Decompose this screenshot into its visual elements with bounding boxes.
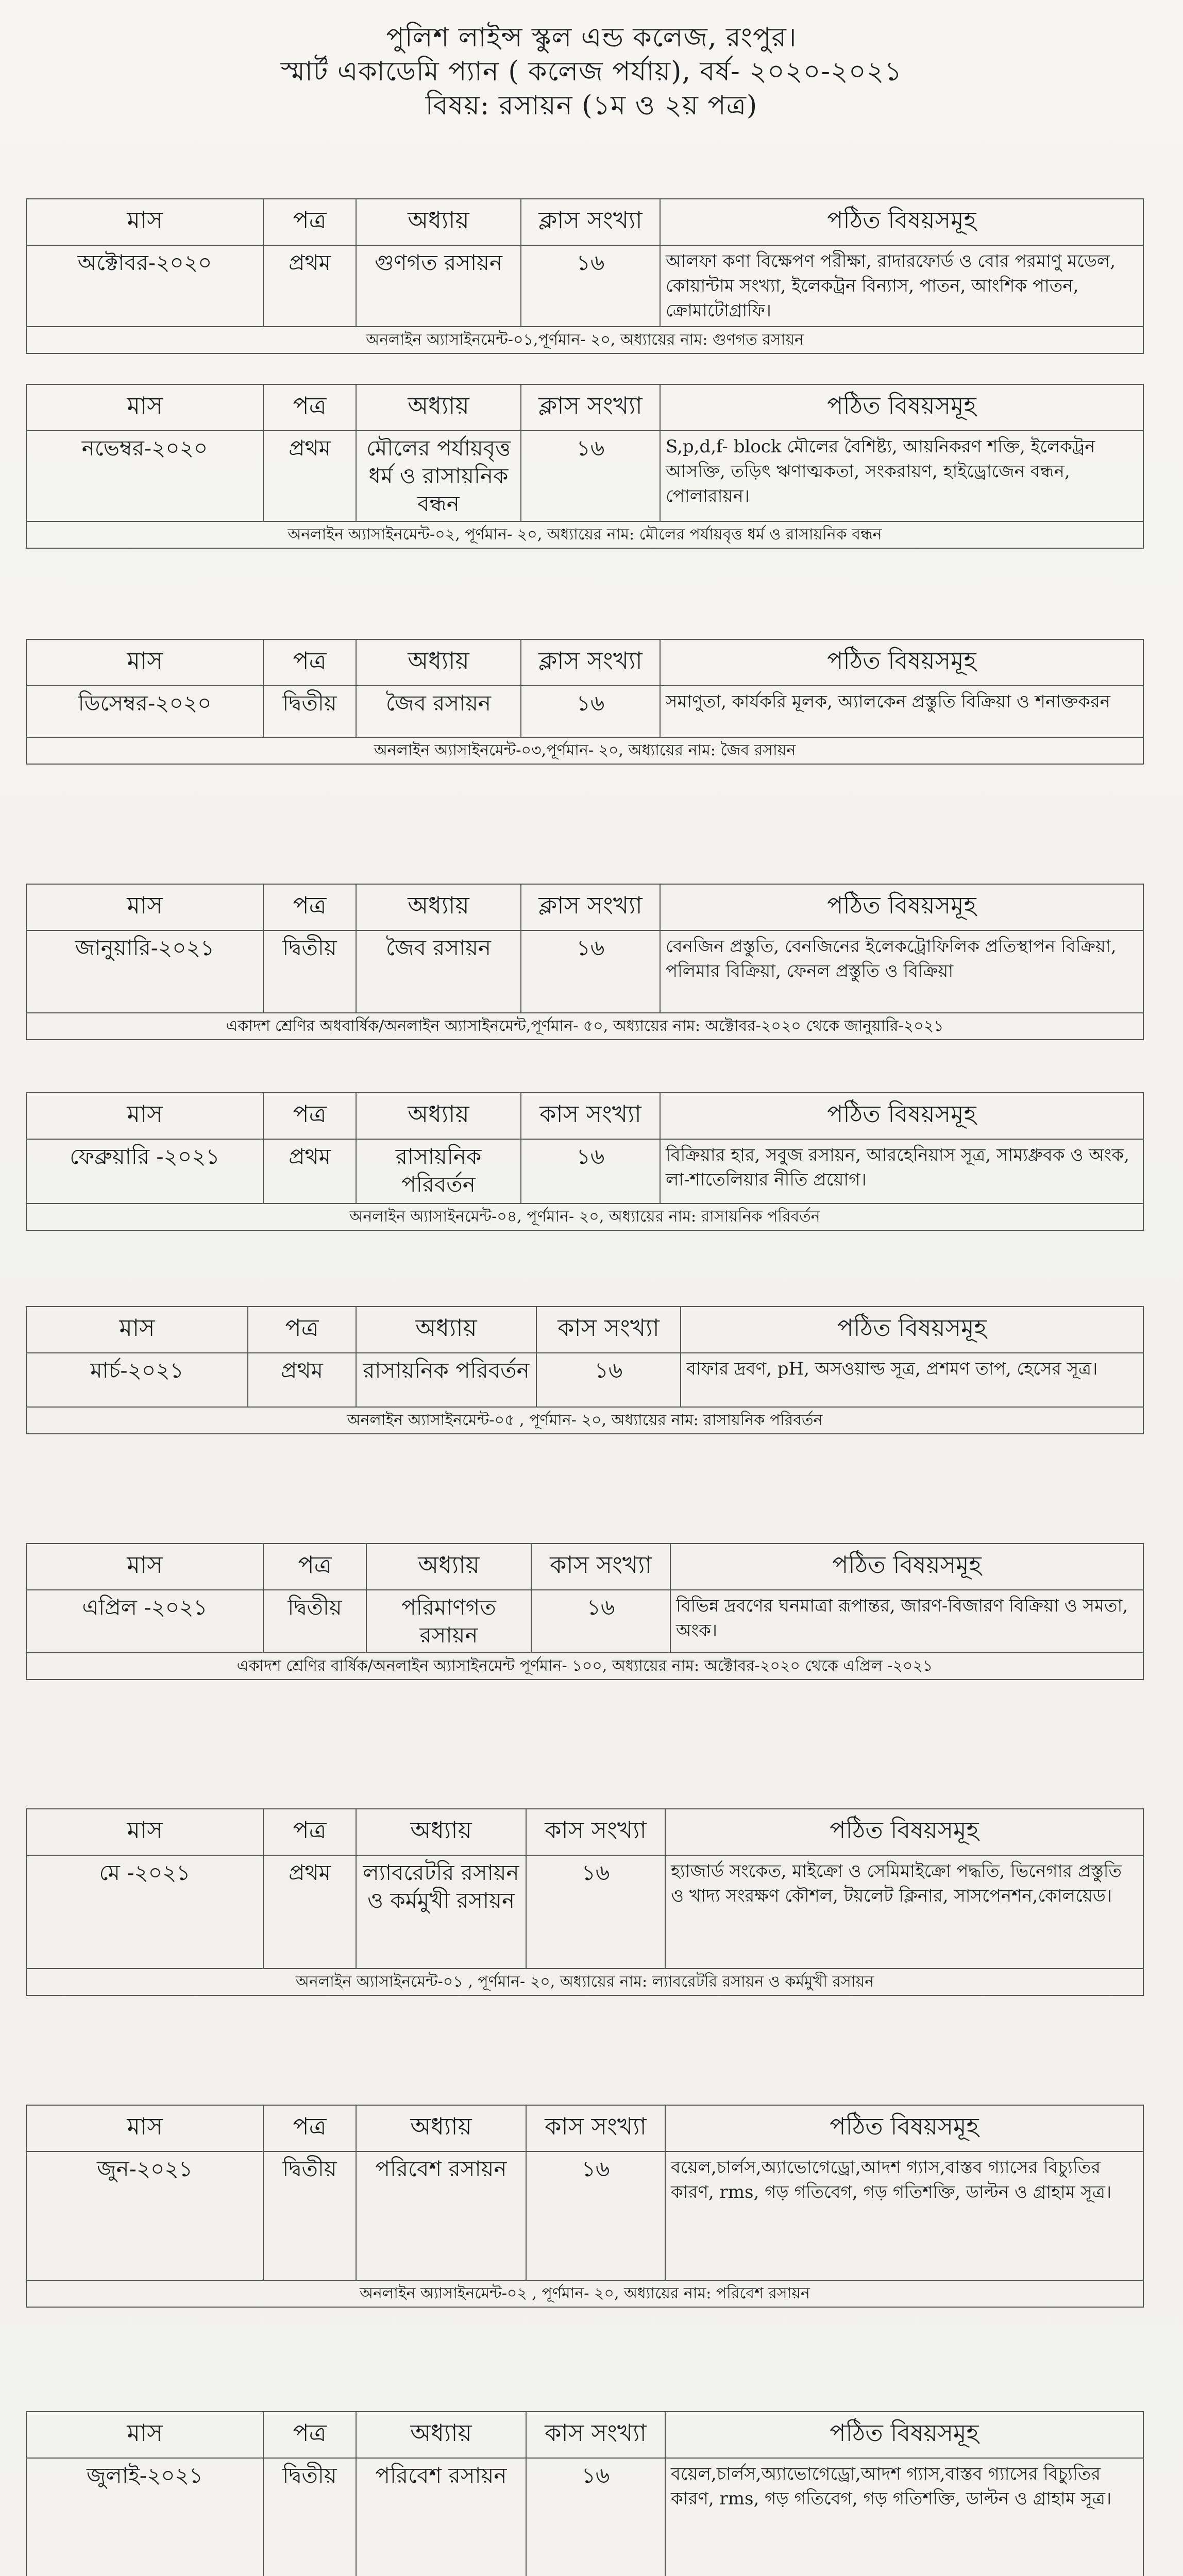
col-paper-header: পত্র	[263, 384, 356, 431]
cell-classes: ১৬	[526, 1855, 665, 1969]
col-chapter-header: অধ্যায়	[356, 384, 521, 431]
cell-classes: ১৬	[536, 1353, 681, 1407]
col-chapter-header: অধ্যায়	[356, 199, 521, 245]
col-month-header: মাস	[26, 639, 263, 686]
col-month-header: মাস	[26, 1809, 263, 1855]
month-block	[26, 639, 1144, 765]
document-header	[0, 21, 1183, 123]
col-paper-header: পত্র	[263, 1544, 366, 1590]
month-block	[26, 1543, 1144, 1680]
col-topics-header: পঠিত বিষয়সমূহ	[665, 2412, 1143, 2458]
cell-paper: দ্বিতীয়	[263, 2151, 356, 2280]
cell-chapter: জৈব রসায়ন	[356, 930, 521, 1013]
col-classes-header: কাস সংখ্যা	[521, 1093, 660, 1139]
plan-table	[26, 2105, 1144, 2281]
plan-table	[26, 1306, 1144, 1408]
col-chapter-header: অধ্যায়	[356, 2105, 526, 2151]
col-topics-header: পঠিত বিষয়সমূহ	[660, 884, 1143, 930]
cell-topics: আলফা কণা বিক্ষেপণ পরীক্ষা, রাদারফোর্ড ও বোর পরমাণু মডেল, কোয়ান্টাম সংখ্যা, ইলেকট্রন বিন্যাস, পাতন, আংশিক পাতন, ক্রোমাটোগ্রাফি।	[660, 245, 1143, 327]
cell-chapter: ল্যাবরেটরি রসায়ন ও কর্মমুখী রসায়ন	[356, 1855, 526, 1969]
assignment-footer: অনলাইন অ্যাসাইনমেন্ট-০২ , পূর্ণমান- ২০, অধ্যায়ের নাম: পরিবেশ রসায়ন	[26, 2281, 1144, 2308]
cell-paper: দ্বিতীয়	[263, 2458, 356, 2576]
col-paper-header: পত্র	[263, 2412, 356, 2458]
plan-table	[26, 1543, 1144, 1653]
assignment-footer: অনলাইন অ্যাসাইনমেন্ট-০২, পূর্ণমান- ২০, অধ্যায়ের নাম: মৌলের পর্যায়বৃত্ত ধর্ম ও রাসায়নিক বন্ধন	[26, 522, 1144, 549]
cell-paper: প্রথম	[263, 1139, 356, 1204]
col-classes-header: কাস সংখ্যা	[526, 2105, 665, 2151]
col-chapter-header: অধ্যায়	[356, 1307, 536, 1353]
cell-chapter: গুণগত রসায়ন	[356, 245, 521, 327]
col-chapter-header: অধ্যায়	[366, 1544, 531, 1590]
cell-month: জুলাই-২০২১	[26, 2458, 263, 2576]
cell-classes: ১৬	[531, 1590, 670, 1653]
cell-paper: দ্বিতীয়	[263, 1590, 366, 1653]
col-month-header: মাস	[26, 199, 263, 245]
month-block	[26, 1306, 1144, 1434]
subject-title: বিষয়: রসায়ন (১ম ও ২য় পত্র)	[425, 90, 758, 121]
cell-topics: সমাণুতা, কার্যকরি মূলক, অ্যালকেন প্রস্তুতি বিক্রিয়া ও শনাক্তকরন	[660, 686, 1143, 737]
cell-classes: ১৬	[521, 686, 660, 737]
cell-month: মে -২০২১	[26, 1855, 263, 1969]
plan-title: স্মার্ট একাডেমি প্যান ( কলেজ পর্যায়), বর্ষ- ২০২০-২০২১	[280, 56, 903, 87]
cell-topics: বিভিন্ন দ্রবণের ঘনমাত্রা রূপান্তর, জারণ-বিজারণ বিক্রিয়া ও সমতা, অংক।	[670, 1590, 1143, 1653]
assignment-footer: অনলাইন অ্যাসাইনমেন্ট-০৫ , পূর্ণমান- ২০, অধ্যায়ের নাম: রাসায়নিক পরিবর্তন	[26, 1408, 1144, 1434]
col-chapter-header: অধ্যায়	[356, 1093, 521, 1139]
col-paper-header: পত্র	[263, 199, 356, 245]
cell-month: ডিসেম্বর-২০২০	[26, 686, 263, 737]
cell-paper: প্রথম	[263, 1855, 356, 1969]
cell-paper: দ্বিতীয়	[263, 686, 356, 737]
col-classes-header: ক্লাস সংখ্যা	[521, 884, 660, 930]
col-topics-header: পঠিত বিষয়সমূহ	[665, 1809, 1143, 1855]
col-topics-header: পঠিত বিষয়সমূহ	[681, 1307, 1143, 1353]
col-classes-header: কাস সংখ্যা	[526, 2412, 665, 2458]
cell-chapter: রাসায়নিক পরিবর্তন	[356, 1139, 521, 1204]
assignment-footer: অনলাইন অ্যাসাইনমেন্ট-০৪, পূর্ণমান- ২০, অধ্যায়ের নাম: রাসায়নিক পরিবর্তন	[26, 1204, 1144, 1231]
month-block	[26, 198, 1144, 354]
cell-topics: S,p,d,f- block মৌলের বৈশিষ্ট্য, আয়নিকরণ শক্তি, ইলেকট্রন আসক্তি, তড়িৎ ঋণাত্মকতা, সংকরায়ণ, হাইড্রোজেন বন্ধন, পোলারায়ন।	[660, 431, 1143, 521]
cell-classes: ১৬	[521, 431, 660, 521]
month-block	[26, 1808, 1144, 1996]
cell-month: অক্টোবর-২০২০	[26, 245, 263, 327]
month-block	[26, 384, 1144, 549]
col-classes-header: কাস সংখ্যা	[531, 1544, 670, 1590]
cell-topics: বয়েল,চার্লস,অ্যাভোগেড্রো,আদশ গ্যাস,বাস্তব গ্যাসের বিচ্যুতির কারণ, rms, গড় গতিবেগ, গড় গতিশক্তি, ডাল্টন ও গ্রাহাম সূত্র।	[665, 2151, 1143, 2280]
col-topics-header: পঠিত বিষয়সমূহ	[660, 639, 1143, 686]
cell-classes: ১৬	[521, 1139, 660, 1204]
plan-table	[26, 884, 1144, 1013]
cell-month: জানুয়ারি-২০২১	[26, 930, 263, 1013]
cell-month: নভেম্বর-২০২০	[26, 431, 263, 521]
col-month-header: মাস	[26, 884, 263, 930]
cell-chapter: মৌলের পর্যায়বৃত্ত ধর্ম ও রাসায়নিক বন্ধন	[356, 431, 521, 521]
col-month-header: মাস	[26, 1307, 248, 1353]
cell-topics: হ্যাজার্ড সংকেত, মাইক্রো ও সেমিমাইক্রো পদ্ধতি, ভিনেগার প্রস্তুতি ও খাদ্য সংরক্ষণ কৌশল, টয়লেট ক্লিনার, সাসপেনশন,কোলয়েড।	[665, 1855, 1143, 1969]
assignment-footer: অনলাইন অ্যাসাইনমেন্ট-০১ , পূর্ণমান- ২০, অধ্যায়ের নাম: ল্যাবরেটরি রসায়ন ও কর্মমুখী রসায়ন	[26, 1969, 1144, 1996]
cell-month: জুন-২০২১	[26, 2151, 263, 2280]
col-topics-header: পঠিত বিষয়সমূহ	[660, 384, 1143, 431]
col-chapter-header: অধ্যায়	[356, 1809, 526, 1855]
plan-table	[26, 384, 1144, 522]
assignment-footer: অনলাইন অ্যাসাইনমেন্ট-০১,পূর্ণমান- ২০, অধ্যায়ের নাম: গুণগত রসায়ন	[26, 327, 1144, 354]
cell-month: এপ্রিল -২০২১	[26, 1590, 263, 1653]
col-topics-header: পঠিত বিষয়সমূহ	[665, 2105, 1143, 2151]
cell-month: মার্চ-২০২১	[26, 1353, 248, 1407]
col-paper-header: পত্র	[248, 1307, 356, 1353]
cell-classes: ১৬	[526, 2458, 665, 2576]
assignment-footer: অনলাইন অ্যাসাইনমেন্ট-০৩,পূর্ণমান- ২০, অধ্যায়ের নাম: জৈব রসায়ন	[26, 738, 1144, 765]
cell-paper: দ্বিতীয়	[263, 930, 356, 1013]
col-month-header: মাস	[26, 2412, 263, 2458]
cell-topics: বয়েল,চার্লস,অ্যাভোগেড্রো,আদশ গ্যাস,বাস্তব গ্যাসের বিচ্যুতির কারণ, rms, গড় গতিবেগ, গড় গতিশক্তি, ডাল্টন ও গ্রাহাম সূত্র।	[665, 2458, 1143, 2576]
cell-paper: প্রথম	[248, 1353, 356, 1407]
col-month-header: মাস	[26, 1093, 263, 1139]
col-topics-header: পঠিত বিষয়সমূহ	[660, 1093, 1143, 1139]
col-paper-header: পত্র	[263, 2105, 356, 2151]
assignment-footer: একাদশ শ্রেণির অধবার্ষিক/অনলাইন অ্যাসাইনমেন্ট,পূর্ণমান- ৫০, অধ্যায়ের নাম: অক্টোবর-২০২০ থেকে জানুয়ারি-২০২১	[26, 1013, 1144, 1040]
col-month-header: মাস	[26, 1544, 263, 1590]
cell-chapter: পরিমাণগত রসায়ন	[366, 1590, 531, 1653]
cell-month: ফেব্রুয়ারি -২০২১	[26, 1139, 263, 1204]
col-chapter-header: অধ্যায়	[356, 2412, 526, 2458]
month-block	[26, 2105, 1144, 2308]
plan-table	[26, 1808, 1144, 1969]
plan-table	[26, 198, 1144, 327]
assignment-footer: একাদশ শ্রেণির বার্ষিক/অনলাইন অ্যাসাইনমেন্ট পূর্ণমান- ১০০, অধ্যায়ের নাম: অক্টোবর-২০২০ থেকে এপ্রিল -২০২১	[26, 1653, 1144, 1680]
col-classes-header: কাস সংখ্যা	[536, 1307, 681, 1353]
plan-table	[26, 639, 1144, 738]
cell-topics: বেনজিন প্রস্তুতি, বেনজিনের ইলেকট্রোফিলিক প্রতিস্থাপন বিক্রিয়া, পলিমার বিক্রিয়া, ফেনল প্রস্তুতি ও বিক্রিয়া	[660, 930, 1143, 1013]
cell-chapter: পরিবেশ রসায়ন	[356, 2151, 526, 2280]
col-classes-header: কাস সংখ্যা	[526, 1809, 665, 1855]
month-block	[26, 2411, 1144, 2576]
col-classes-header: ক্লাস সংখ্যা	[521, 384, 660, 431]
cell-classes: ১৬	[521, 930, 660, 1013]
cell-paper: প্রথম	[263, 245, 356, 327]
month-block	[26, 884, 1144, 1040]
cell-paper: প্রথম	[263, 431, 356, 521]
col-month-header: মাস	[26, 384, 263, 431]
col-paper-header: পত্র	[263, 1809, 356, 1855]
col-paper-header: পত্র	[263, 1093, 356, 1139]
plan-table	[26, 1092, 1144, 1204]
cell-chapter: রাসায়নিক পরিবর্তন	[356, 1353, 536, 1407]
col-chapter-header: অধ্যায়	[356, 884, 521, 930]
cell-chapter: পরিবেশ রসায়ন	[356, 2458, 526, 2576]
col-paper-header: পত্র	[263, 884, 356, 930]
col-paper-header: পত্র	[263, 639, 356, 686]
institution-title: পুলিশ লাইন্স স্কুল এন্ড কলেজ, রংপুর।	[386, 22, 797, 53]
col-chapter-header: অধ্যায়	[356, 639, 521, 686]
col-topics-header: পঠিত বিষয়সমূহ	[660, 199, 1143, 245]
col-topics-header: পঠিত বিষয়সমূহ	[670, 1544, 1143, 1590]
cell-topics: বিক্রিয়ার হার, সবুজ রসায়ন, আরহেনিয়াস সূত্র, সাম্যধ্রুবক ও অংক, লা-শাতেলিয়ার নীতি প্রয়োগ।	[660, 1139, 1143, 1204]
cell-topics: বাফার দ্রবণ, pH, অসওয়াল্ড সূত্র, প্রশমণ তাপ, হেসের সূত্র।	[681, 1353, 1143, 1407]
col-month-header: মাস	[26, 2105, 263, 2151]
cell-classes: ১৬	[521, 245, 660, 327]
plan-table	[26, 2411, 1144, 2576]
month-block	[26, 1092, 1144, 1231]
col-classes-header: ক্লাস সংখ্যা	[521, 639, 660, 686]
col-classes-header: ক্লাস সংখ্যা	[521, 199, 660, 245]
cell-classes: ১৬	[526, 2151, 665, 2280]
cell-chapter: জৈব রসায়ন	[356, 686, 521, 737]
